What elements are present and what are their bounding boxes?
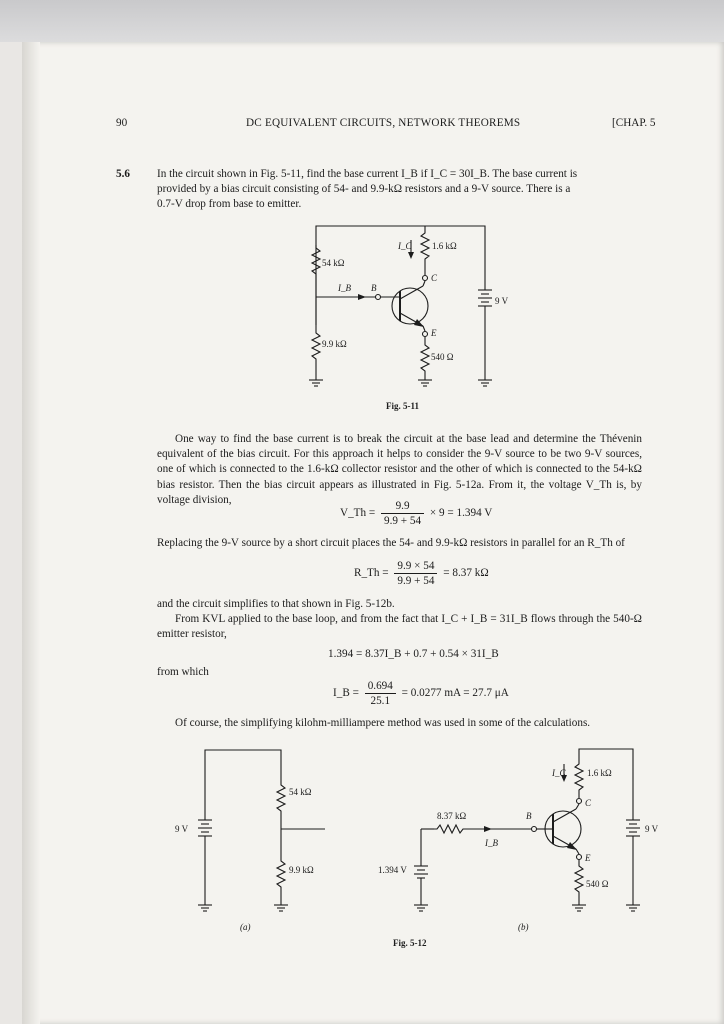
a-label-54k: 54 kΩ — [289, 787, 312, 797]
a-resistor-9-9k — [277, 858, 285, 905]
b-resistor-1-6k — [575, 749, 633, 820]
solution-paragraph-5: from which — [157, 666, 209, 678]
solution-paragraph-1: One way to find the base current is to break the circuit at the base lead and determine the Thévenin equivalent of the bias circuit. For this approach it helps to consider the 9-V source to be two 9-V sources, one of which is connected to the 1.6-kΩ collector resistor and the other of which is connected to the 54-kΩ bias resistor. Then the bias circuit appears as illustrated in Fig. 5-12a. From it, the voltage V_Th is, by voltage division, — [157, 433, 642, 506]
label-ib: I_B — [338, 283, 351, 293]
label-9v: 9 V — [495, 296, 509, 306]
label-a: (a) — [240, 922, 251, 932]
running-title: DC EQUIVALENT CIRCUITS, NETWORK THEOREMS — [246, 117, 521, 129]
label-ic: I_C — [398, 241, 412, 251]
solution-paragraph-6: Of course, the simplifying kilohm-milliampere method was used in some of the calculations. — [175, 717, 591, 729]
page-number: 90 — [116, 117, 128, 129]
solution-paragraph-3: and the circuit simplifies to that shown in Fig. 5-12b. — [157, 598, 395, 610]
problem-line-2: provided by a bias circuit consisting of 54- and 9.9-kΩ resistors and a 9-V source. There is a — [157, 183, 571, 195]
b-label-node-b: B — [526, 811, 532, 821]
problem-number: 5.6 — [116, 168, 130, 180]
b-label-ib: I_B — [485, 838, 498, 848]
a-resistor-54k — [277, 782, 285, 829]
equation-vth: V_Th = $\frac{9.9}{9.9 + 54}$ × 9 = 1.394 V — [340, 500, 493, 527]
label-node-e: E — [431, 328, 437, 338]
a-label-9-9k: 9.9 kΩ — [289, 865, 314, 875]
solution-paragraph-4: From KVL applied to the base loop, and from the fact that I_C + I_B = 31I_B flows through the 540-Ω emitter resistor, — [157, 613, 642, 641]
b-label-ic: I_C — [552, 768, 566, 778]
b-label-9v: 9 V — [645, 824, 659, 834]
label-node-c: C — [431, 273, 438, 283]
solution-paragraph-2: Replacing the 9-V source by a short circuit places the 54- and 9.9-kΩ resistors in parallel for an R_Th of — [157, 537, 625, 549]
b-label-vth: 1.394 V — [378, 865, 407, 875]
b-label-540: 540 Ω — [586, 879, 609, 889]
equation-kvl: 1.394 = 8.37I_B + 0.7 + 0.54 × 31I_B — [328, 648, 499, 660]
fig-5-11-caption: Fig. 5-11 — [386, 401, 419, 411]
chapter-label: [CHAP. 5 — [612, 117, 656, 129]
label-540: 540 Ω — [431, 352, 454, 362]
a-label-9v: 9 V — [175, 824, 189, 834]
b-label-1-6k: 1.6 kΩ — [587, 768, 612, 778]
equation-ib: I_B = $\frac{0.694}{25.1}$ = 0.0277 mA = 27.7 μA — [333, 680, 509, 707]
b-label-node-c: C — [585, 798, 592, 808]
fig-5-12-caption: Fig. 5-12 — [393, 938, 427, 948]
label-1-6k: 1.6 kΩ — [432, 241, 457, 251]
label-54k: 54 kΩ — [322, 258, 345, 268]
b-resistor-540 — [575, 860, 583, 905]
label-b: (b) — [518, 922, 529, 932]
equation-rth: R_Th = $\frac{9.9 \times 54}{9.9 + 54}$ = 8.37 kΩ — [354, 560, 489, 587]
label-9-9k: 9.9 kΩ — [322, 339, 347, 349]
label-node-b: B — [371, 283, 377, 293]
b-label-node-e: E — [585, 853, 591, 863]
problem-line-1: In the circuit shown in Fig. 5-11, find the base current I_B if I_C = 30I_B. The base current is — [157, 168, 578, 180]
problem-line-3: 0.7-V drop from base to emitter. — [157, 198, 302, 210]
b-resistor-rth — [434, 825, 470, 833]
b-label-rth: 8.37 kΩ — [437, 811, 467, 821]
